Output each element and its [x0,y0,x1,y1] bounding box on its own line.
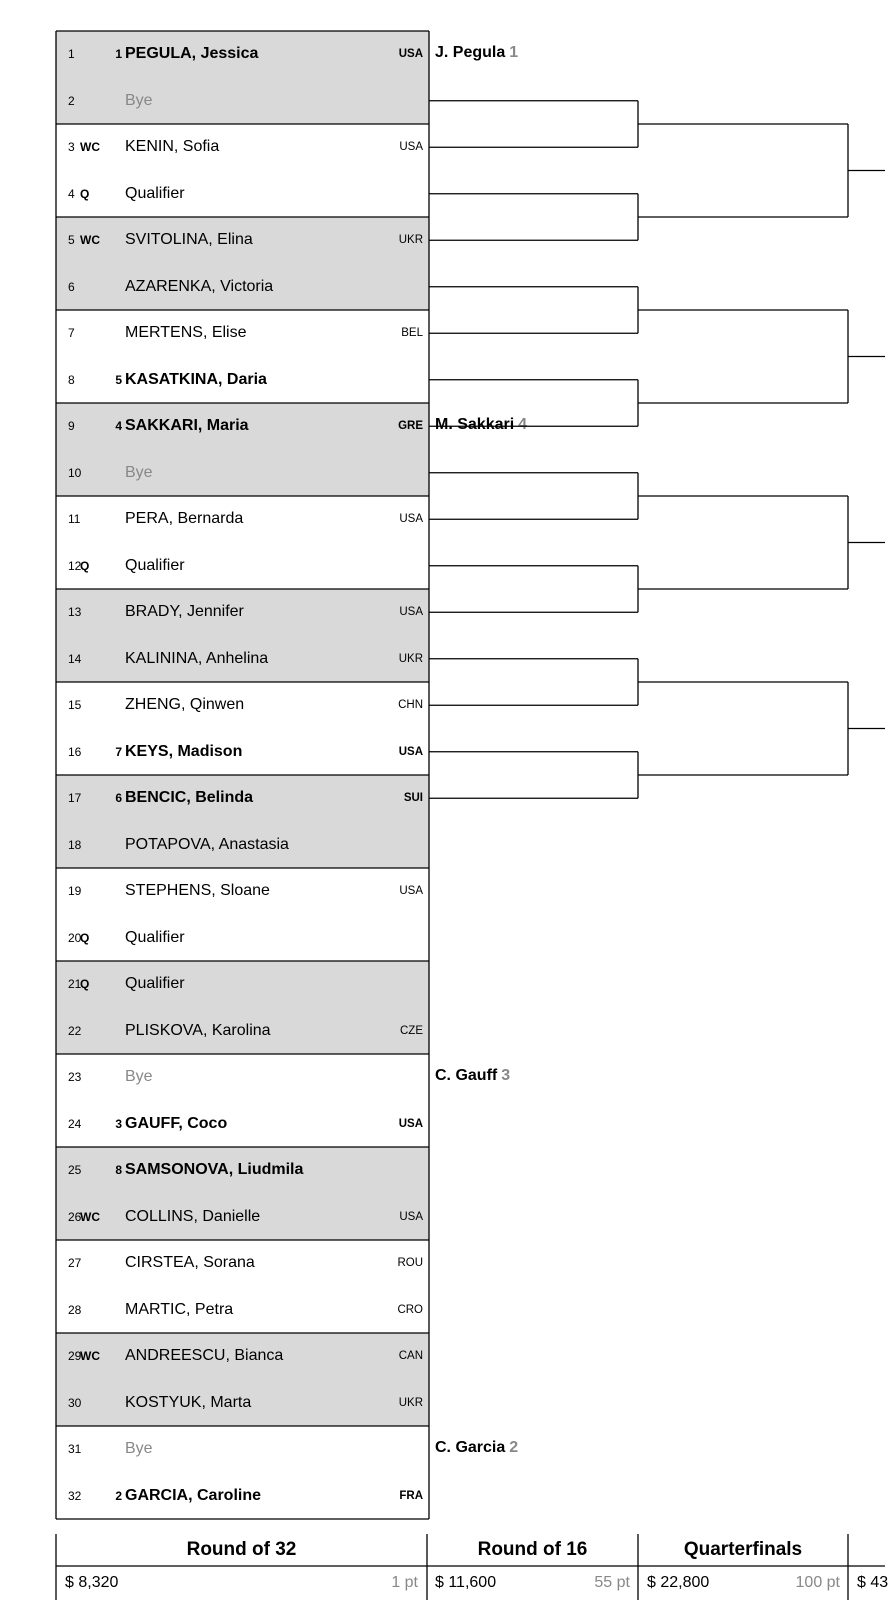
country-code: CZE [400,1024,423,1037]
advancer-seed: 3 [501,1067,511,1084]
draw-row [56,775,429,822]
country-code: USA [399,1210,423,1223]
advancer-name: M. Sakkari [435,416,515,433]
country-code: SUI [403,792,423,804]
country-code: USA [398,745,423,758]
seed-number: 5 [115,372,122,387]
draw-row [56,961,429,1008]
draw-position: 17 [68,791,82,805]
round16-advancer [435,44,518,62]
player-name: PEGULA, Jessica [125,45,259,62]
prize-qf: $ 22,800 [647,1574,710,1591]
draw-row [56,868,429,915]
player-name: Qualifier [125,975,185,992]
draw-row [56,1008,429,1055]
draw-row [56,589,429,636]
entry-status: Q [80,977,90,991]
draw-row [56,636,429,683]
player-name: KEYS, Madison [125,742,243,760]
country-code: FRA [399,1489,423,1502]
draw-position: 7 [68,326,75,340]
advancer-name: C. Garcia [435,1439,506,1456]
seed-number: 1 [115,47,122,61]
player-name: GAUFF, Coco [125,1114,228,1132]
draw-row [56,1426,429,1473]
player-name: KASATKINA, Daria [125,370,267,388]
player-name: Bye [125,1068,153,1085]
draw-position: 2 [68,93,75,108]
draw-row [56,543,429,590]
player-name: Bye [125,91,153,109]
draw-position: 23 [68,1070,82,1084]
advancer-seed: 2 [509,1439,519,1456]
country-code: GRE [398,420,423,432]
country-code: USA [399,513,423,525]
player-name: KOSTYUK, Marta [125,1393,252,1411]
country-code: USA [399,141,423,153]
draw-row [56,915,429,962]
draw-row [56,1333,429,1380]
draw-row [56,310,429,357]
prize-r16: $ 11,600 [435,1574,497,1591]
draw-position: 26 [68,1209,82,1224]
draw-position: 25 [68,1163,82,1177]
points-qf: 100 pt [795,1574,840,1591]
country-code: USA [399,885,423,897]
entry-status: WC [80,1349,100,1363]
player-name: COLLINS, Danielle [125,1207,261,1225]
draw-row [56,450,429,497]
draw-row [56,357,429,404]
player-name: AZARENKA, Victoria [125,277,274,295]
seed-number: 2 [115,1488,122,1503]
player-name: KENIN, Sofia [125,138,220,155]
points-r32: 1 pt [391,1574,418,1591]
draw-position: 24 [68,1116,82,1131]
seed-number: 8 [115,1163,122,1177]
seed-number: 3 [115,1116,122,1131]
player-name: SAKKARI, Maria [125,417,249,434]
player-name: Bye [125,1440,153,1457]
seed-number: 4 [115,419,122,433]
draw-position: 9 [68,419,75,433]
draw-row [56,682,429,729]
player-name: BRADY, Jennifer [125,603,244,620]
advancer-seed: 4 [518,416,528,433]
country-code: CHN [398,699,423,711]
draw-row [56,1473,429,1520]
player-name: CIRSTEA, Sorana [125,1254,255,1271]
draw-row [56,264,429,311]
entry-status: WC [80,140,100,154]
draw-position: 10 [68,465,82,480]
player-name: PERA, Bernarda [125,510,244,527]
round-header-r16: Round of 16 [477,1539,588,1560]
draw-row [56,1194,429,1241]
entry-status: WC [80,1209,100,1224]
country-code: USA [398,48,423,60]
draw-row [56,78,429,125]
draw-position: 3 [68,140,75,154]
prize-next-round: $ 43 [857,1574,888,1591]
player-name: Bye [125,463,153,481]
draw-row [56,171,429,218]
player-name: SAMSONOVA, Liudmila [125,1161,304,1178]
round16-advancer [435,416,527,434]
draw-position: 13 [68,605,82,619]
entry-status: WC [80,233,100,247]
player-name: MARTIC, Petra [125,1300,234,1318]
advancer-seed: 1 [509,44,519,61]
round-header-qf: Quarterfinals [683,1539,803,1560]
country-code: BEL [401,327,423,339]
draw-position: 29 [68,1349,82,1363]
draw-row [56,729,429,776]
player-name: GARCIA, Caroline [125,1486,262,1504]
draw-position: 1 [68,47,75,61]
seed-number: 7 [115,744,122,759]
entry-status: Q [80,930,90,945]
draw-position: 5 [68,233,75,247]
round-header-r32: Round of 32 [186,1539,297,1560]
draw-position: 12 [68,558,82,573]
player-name: Qualifier [125,928,185,946]
draw-row [56,496,429,543]
draw-row [56,1380,429,1427]
player-name: BENCIC, Belinda [125,789,254,806]
advancer-name: J. Pegula [435,44,506,61]
country-code: CRO [397,1303,423,1316]
draw-position: 27 [68,1256,82,1270]
player-name: POTAPOVA, Anastasia [125,835,289,853]
player-name: STEPHENS, Sloane [125,882,270,899]
player-name: Qualifier [125,556,185,574]
entry-status: Q [80,186,90,201]
player-name: KALININA, Anhelina [125,649,269,667]
round16-advancer [435,1067,510,1085]
draw-position: 4 [68,186,75,201]
country-code: ROU [397,1257,423,1269]
draw-position: 30 [68,1395,82,1410]
draw-row [56,1101,429,1148]
advancer-name: C. Gauff [435,1067,498,1084]
player-name: PLISKOVA, Karolina [125,1021,271,1039]
country-code: UKR [398,234,423,246]
player-name: Qualifier [125,184,185,202]
draw-position: 28 [68,1302,82,1317]
draw-row [56,124,429,171]
draw-position: 18 [68,837,82,852]
country-code: USA [399,606,423,618]
country-code: UKR [398,1396,423,1409]
draw-position: 11 [68,512,81,526]
country-code: CAN [398,1350,423,1362]
draw-row [56,1147,429,1194]
draw-position: 6 [68,279,75,294]
seed-number: 6 [115,791,122,805]
draw-position: 21 [68,977,82,991]
draw-row [56,1054,429,1101]
draw-row [56,403,429,450]
draw-position: 22 [68,1023,82,1038]
player-name: MERTENS, Elise [125,324,247,341]
country-code: UKR [398,652,423,665]
draw-position: 16 [68,744,82,759]
draw-position: 8 [68,372,75,387]
draw-row [56,1240,429,1287]
draw-row [56,31,429,78]
player-name: ANDREESCU, Bianca [125,1347,284,1364]
draw-position: 19 [68,884,82,898]
draw-position: 32 [68,1488,82,1503]
draw-position: 20 [68,930,82,945]
draw-row [56,822,429,869]
draw-position: 31 [68,1442,82,1456]
points-r16: 55 pt [594,1574,630,1591]
round16-advancer [435,1439,518,1457]
draw-row [56,217,429,264]
player-name: SVITOLINA, Elina [125,231,253,248]
prize-r32: $ 8,320 [65,1574,119,1591]
country-code: USA [398,1117,423,1130]
player-name: ZHENG, Qinwen [125,696,245,713]
draw-position: 14 [68,651,82,666]
draw-row [56,1287,429,1334]
draw-position: 15 [68,698,82,712]
entry-status: Q [80,558,90,573]
